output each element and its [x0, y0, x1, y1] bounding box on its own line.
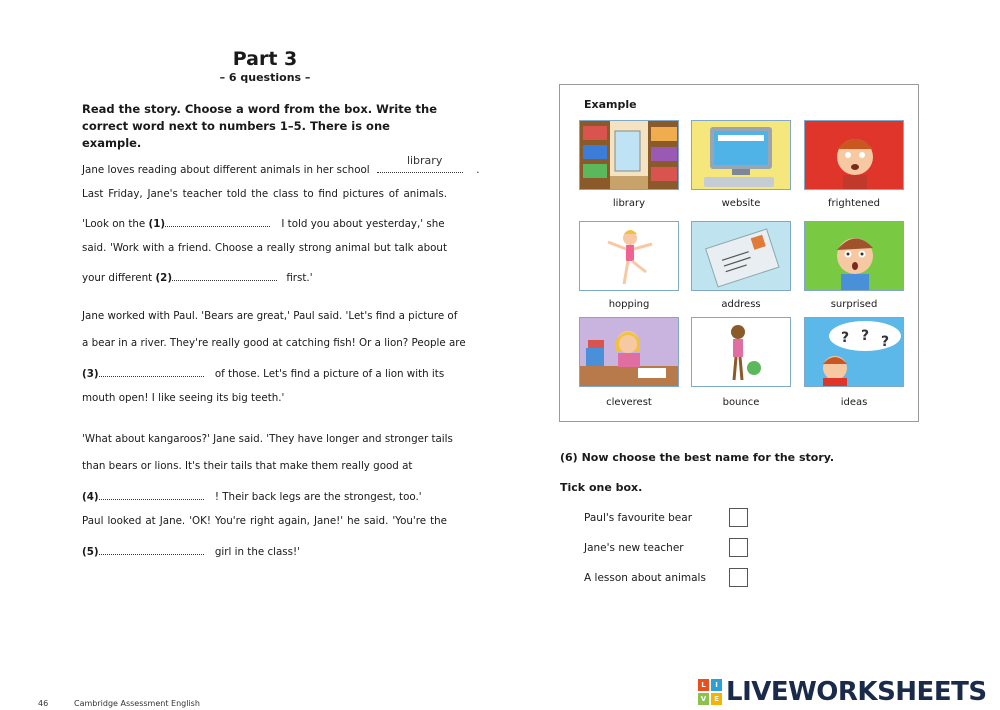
story-line: Last Friday, Jane's teacher told the class to find pictures of animals.	[82, 188, 447, 200]
story-line: mouth open! I like seeing its big teeth.'	[82, 392, 285, 404]
story-line: a bear in a river. They're really good at catching fish! Or a lion? People are	[82, 337, 466, 349]
part-title: Part 3	[232, 48, 298, 70]
word-cleverest: cleverest	[606, 397, 652, 408]
question-number: (3)	[82, 368, 99, 380]
page-number: 46	[38, 699, 49, 708]
bookshelf-icon	[579, 120, 679, 190]
example-answer: library	[406, 154, 443, 167]
word-library: library	[612, 198, 646, 209]
story-line: (4) ! Their back legs are the strongest, too.'	[82, 487, 422, 504]
answer-field-1[interactable]	[165, 214, 270, 227]
surprised-boy-icon	[804, 221, 904, 291]
word-address: address	[721, 299, 761, 310]
example-label: Example	[584, 98, 637, 111]
option-label: Paul's favourite bear	[584, 512, 693, 524]
logo-grid-icon: L I V E	[698, 679, 722, 705]
scared-boy-icon	[804, 120, 904, 190]
word-website: website	[721, 198, 761, 209]
svg-text:?: ?	[861, 328, 870, 344]
story-line: (3) of those. Let's find a picture of a lion with its	[82, 364, 444, 381]
thinking-boy-icon	[804, 317, 904, 387]
question-number: (5)	[82, 546, 99, 558]
option-label: Jane's new teacher	[584, 542, 684, 554]
answer-field-5[interactable]	[99, 542, 204, 555]
story-line: than bears or lions. It's their tails that make them really good at	[82, 460, 413, 472]
word-hopping: hopping	[608, 299, 650, 310]
question-number: (2)	[155, 272, 173, 284]
answer-field-3[interactable]	[99, 364, 204, 377]
story-line: Jane worked with Paul. 'Bears are great,' Paul said. 'Let's find a picture of	[82, 310, 458, 322]
word-box	[559, 84, 919, 422]
option-checkbox-1[interactable]	[729, 508, 748, 527]
word-ideas: ideas	[840, 397, 868, 408]
story-line: Jane loves reading about different animals in her school library .	[82, 154, 480, 176]
word-surprised: surprised	[830, 299, 878, 310]
story-line: 'Look on the (1) I told you about yesterday,' she	[82, 214, 445, 231]
brand-text: LIVEWORKSHEETS	[726, 677, 987, 707]
studying-girl-icon	[579, 317, 679, 387]
word-frightened: frightened	[827, 198, 880, 209]
svg-text:?: ?	[841, 330, 850, 346]
publisher: Cambridge Assessment English	[74, 699, 200, 708]
tick-instruction: Tick one box.	[560, 481, 643, 494]
svg-text:?: ?	[881, 334, 890, 350]
story-line: (5) girl in the class!'	[82, 542, 300, 559]
example-answer-field	[377, 154, 463, 173]
instructions: Read the story. Choose a word from the box. Write the correct word next to numbers 1–5. There is one example.	[82, 102, 437, 150]
question-6-prompt: (6) Now choose the best name for the story.	[560, 451, 835, 464]
story-line: your different (2) first.'	[82, 268, 313, 285]
dancing-girl-icon	[579, 221, 679, 291]
story-line: said. 'Work with a friend. Choose a really strong animal but talk about	[82, 242, 447, 254]
envelope-icon	[691, 221, 791, 291]
part-subtitle: – 6 questions –	[219, 71, 311, 84]
question-number: (1)	[148, 218, 166, 230]
question-number: (4)	[82, 491, 99, 503]
story-line: 'What about kangaroos?' Jane said. 'They have longer and stronger tails	[82, 433, 453, 445]
computer-icon	[691, 120, 791, 190]
option-label: A lesson about animals	[584, 572, 706, 584]
option-checkbox-3[interactable]	[729, 568, 748, 587]
liveworksheets-logo[interactable]	[698, 677, 987, 707]
word-bounce: bounce	[722, 397, 760, 408]
option-checkbox-2[interactable]	[729, 538, 748, 557]
ball-girl-icon	[691, 317, 791, 387]
answer-field-4[interactable]	[99, 487, 204, 500]
story-line: Paul looked at Jane. 'OK! You're right again, Jane!' he said. 'You're the	[82, 515, 447, 527]
answer-field-2[interactable]	[172, 268, 277, 281]
